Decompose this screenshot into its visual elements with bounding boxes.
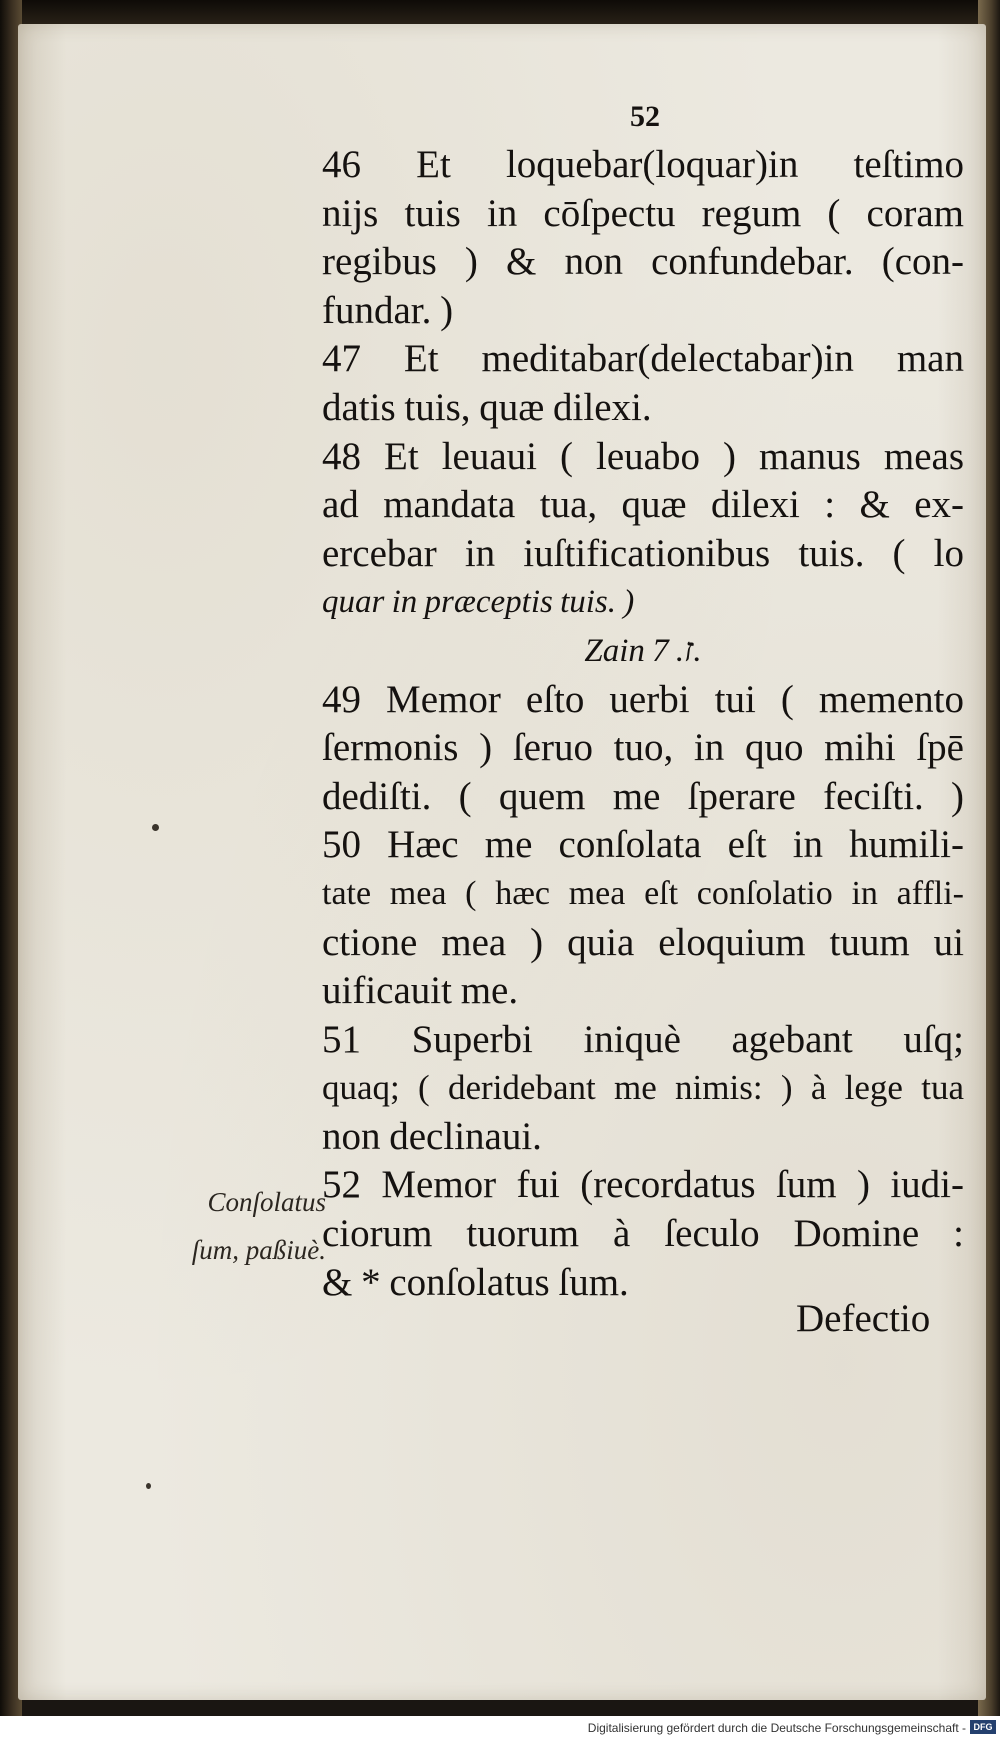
dfg-logo: DFG (970, 1720, 996, 1734)
margin-note (176, 1178, 326, 1274)
text-line: 46 Et loquebar(loquar)in teſtimo (322, 143, 964, 186)
text-line: regibus ) & non confundebar. (con- (322, 240, 964, 284)
text-line: nijs tuis in cōſpectu regum ( coram (322, 191, 964, 235)
text-line: ſermonis ) ſeruo tuo, in quo mihi ſpē (322, 726, 964, 770)
text-line: tate mea ( hæc mea eſt conſolatio in affli- (322, 874, 964, 912)
text-line: ctione mea ) quia eloquium tuum ui (322, 920, 964, 964)
text-line: 47 Et meditabar(delectabar)in man (322, 337, 964, 381)
text-line: non declinaui. (322, 1114, 542, 1158)
ink-spot (152, 824, 159, 831)
text-line: uificauit me. (322, 969, 519, 1013)
text-line: ercebar in iuſtificationibus tuis. ( lo (322, 531, 964, 575)
digitization-credit: Digitalisierung gefördert durch die Deutsche Forschungsgemeinschaft - (587, 1721, 966, 1735)
text-line: 50 Hæc me conſolata eſt in humili- (322, 823, 964, 867)
text-line: ciorum tuorum à ſeculo Domine : (322, 1212, 964, 1256)
text-line: ad mandata tua, quæ dilexi : & ex- (322, 483, 964, 527)
margin-note-line: Conſolatus (207, 1187, 326, 1217)
text-line: 51 Superbi iniquè agebant uſq; (322, 1017, 964, 1061)
text-line: dediſti. ( quem me ſperare feciſti. ) (322, 774, 964, 818)
text-line: 52 Memor fui (recordatus ſum ) iudi- (322, 1163, 964, 1207)
text-line: quar in præceptis tuis. ) (322, 584, 635, 621)
catchword: Defectio (796, 1297, 931, 1340)
margin-note-line: ſum, paßiuè. (191, 1235, 326, 1265)
ink-spot (146, 1483, 151, 1489)
text-line: 48 Et leuaui ( leuabo ) manus meas (322, 434, 964, 478)
main-text (322, 141, 964, 1307)
page-number: 52 (630, 100, 660, 133)
text-line: datis tuis, quæ dilexi. (322, 385, 652, 429)
book-top-edge (0, 0, 1000, 26)
text-line: quaq; ( deridebant me nimis: ) à lege tua (322, 1068, 964, 1108)
text-line: fundar. ) (322, 288, 454, 332)
text-line: 49 Memor eſto uerbi tui ( memento (322, 677, 964, 721)
text-line: & * conſolatus ſum. (322, 1260, 629, 1304)
section-heading: Zain ז. 7. (584, 632, 702, 669)
